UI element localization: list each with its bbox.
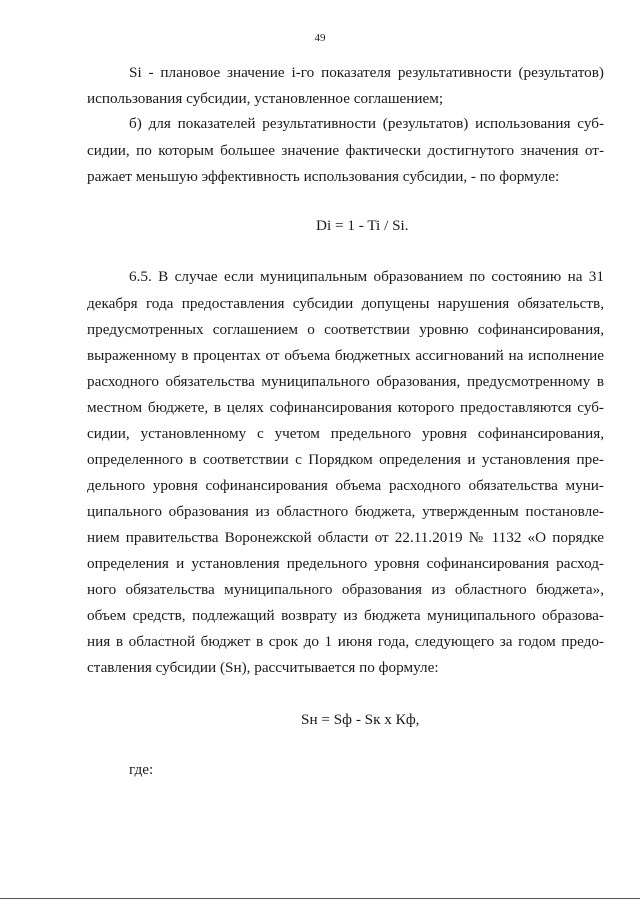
para3-line-5: расходного обязательства муниципального образования, предусмотренному в	[87, 373, 604, 390]
formula-2: Sн = Sф - Sк x Кф,	[301, 711, 420, 728]
para3-line-13: ного обязательства муниципального образования из областного бюджета»,	[87, 581, 604, 598]
para3-line-1: 6.5. В случае если муниципальным образованием по состоянию на 31	[129, 268, 604, 285]
para3-line-6: местном бюджете, в целях софинансирования которого предоставляются суб-	[87, 399, 604, 416]
para3-line-2: декабря года предоставления субсидии допущены нарушения обязательств,	[87, 295, 604, 312]
where-label: где:	[129, 761, 154, 778]
para3-line-15: ния в областной бюджет в срок до 1 июня года, следующего за годом предо-	[87, 633, 604, 650]
para3-line-7: сидии, установленному с учетом предельного уровня софинансирования,	[87, 425, 604, 442]
para3-line-10: ципального образования из областного бюджета, утвержденным постановле-	[87, 503, 604, 520]
para1-line-2: использования субсидии, установленное соглашением;	[87, 90, 444, 107]
para1-line-1: Si - плановое значение i-го показателя результативности (результатов)	[129, 64, 604, 81]
para3-line-14: объем средств, подлежащий возврату из бюджета муниципального образова-	[87, 607, 604, 624]
para3-line-11: нием правительства Воронежской области от 22.11.2019 № 1132 «О порядке	[87, 529, 604, 546]
page-number: 49	[314, 32, 326, 44]
para3-line-16: ставления субсидии (Sн), рассчитывается по формуле:	[87, 659, 439, 676]
para2-line-2: сидии, по которым большее значение фактически достигнутого значения от-	[87, 142, 604, 159]
para3-line-12: определения и установления предельного уровня софинансирования расход-	[87, 555, 604, 572]
para3-line-9: дельного уровня софинансирования объема расходного обязательства муни-	[87, 477, 604, 494]
para2-line-3: ражает меньшую эффективность использования субсидии, - по формуле:	[87, 168, 560, 185]
bottom-edge-rule	[0, 898, 640, 899]
para3-line-4: выраженному в процентах от объема бюджетных ассигнований на исполнение	[87, 347, 604, 364]
para3-line-8: определенного в соответствии с Порядком определения и установления пре-	[87, 451, 604, 468]
formula-1: Di = 1 - Ti / Si.	[316, 217, 409, 234]
para2-line-1: б) для показателей результативности (результатов) использования суб-	[129, 115, 604, 132]
para3-line-3: предусмотренных соглашением о соответствии уровню софинансирования,	[87, 321, 604, 338]
